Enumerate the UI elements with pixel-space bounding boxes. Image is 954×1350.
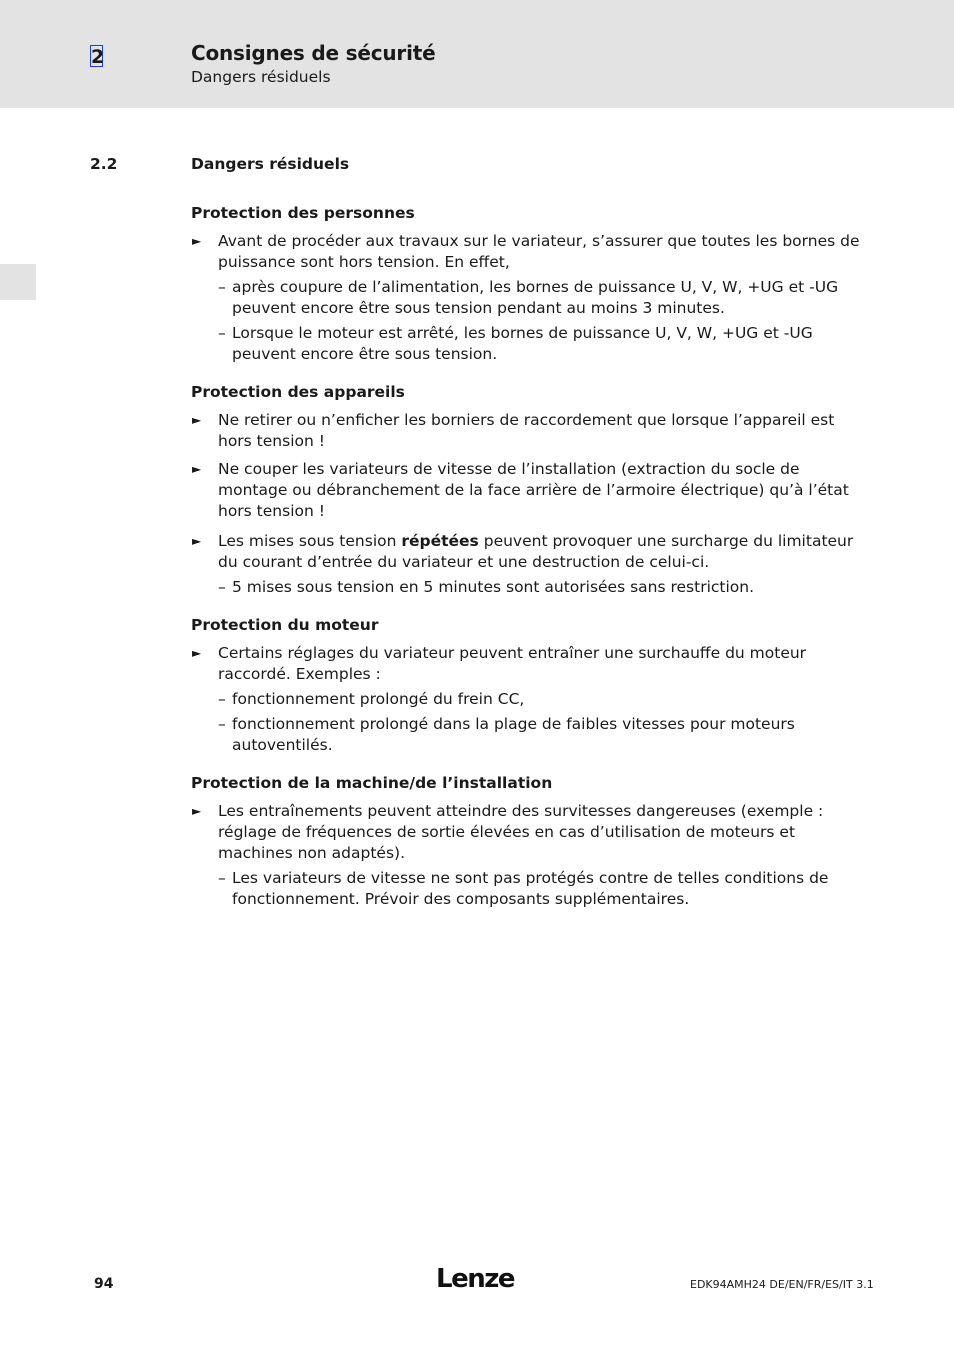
section-title: Dangers résiduels	[191, 155, 350, 173]
bullet-text: Certains réglages du variateur peuvent entraîner une surchauffe du moteur raccordé. Exemples :	[218, 644, 807, 683]
subheading: Protection du moteur	[191, 616, 379, 634]
bullet-arrow-icon: ►	[192, 234, 202, 248]
dash-text: Les variateurs de vitesse ne sont pas protégés contre de telles conditions de fonctionnement. Prévoir des composants supplémentaires.	[232, 869, 829, 908]
lenze-logo: Lenze	[436, 1264, 514, 1294]
bullet-arrow-icon: ►	[192, 462, 202, 476]
subheading: Protection des personnes	[191, 204, 415, 222]
block-protection-personnes	[191, 203, 861, 365]
chapter-title: Consignes de sécurité	[191, 41, 436, 65]
dash-item	[191, 577, 861, 598]
chapter-subtitle: Dangers résiduels	[191, 68, 331, 86]
dash-text: 5 mises sous tension en 5 minutes sont autorisées sans restriction.	[232, 578, 755, 596]
block-protection-appareils	[191, 382, 861, 598]
bullet-item	[191, 643, 861, 685]
bullet-arrow-icon: ►	[192, 413, 202, 427]
dash-item	[191, 277, 861, 319]
page-number: 94	[94, 1276, 114, 1292]
bullet-item	[191, 459, 861, 522]
bullet-arrow-icon: ►	[192, 534, 202, 548]
header-band	[0, 0, 954, 108]
dash-icon: –	[218, 278, 226, 296]
dash-icon: –	[218, 715, 226, 733]
dash-text: fonctionnement prolongé du frein CC,	[232, 690, 525, 708]
dash-item	[191, 868, 861, 910]
bullet-item	[191, 231, 861, 273]
document-reference: EDK94AMH24 DE/EN/FR/ES/IT 3.1	[690, 1278, 874, 1291]
bullet-arrow-icon: ►	[192, 804, 202, 818]
dash-item	[191, 689, 861, 710]
bullet-text-pre: Les mises sous tension	[218, 532, 402, 550]
dash-text: fonctionnement prolongé dans la plage de faibles vitesses pour moteurs autoventilés.	[232, 715, 795, 754]
dash-icon: –	[218, 690, 226, 708]
bullet-text: Ne couper les variateurs de vitesse de l’installation (extraction du socle de montage ou débranchement de la face arrière de l’armoire électrique) qu’à l’état hors tension !	[218, 460, 849, 520]
bullet-text: Ne retirer ou n’enficher les borniers de raccordement que lorsque l’appareil est hors tension !	[218, 411, 835, 450]
dash-icon: –	[218, 869, 226, 887]
dash-icon: –	[218, 578, 226, 596]
block-protection-moteur	[191, 615, 861, 756]
dash-item	[191, 323, 861, 365]
side-tab-marker	[0, 264, 36, 300]
bullet-text-post: peuvent provoquer une surcharge du limitateur du courant d’entrée du variateur et une destruction de celui-ci.	[218, 532, 854, 571]
dash-item	[191, 714, 861, 756]
bullet-item	[191, 531, 861, 573]
bullet-text: Avant de procéder aux travaux sur le variateur, s’assurer que toutes les bornes de puissance sont hors tension. En effet,	[218, 232, 860, 271]
block-protection-machine	[191, 773, 861, 910]
chapter-number-link[interactable]: 2	[91, 46, 105, 68]
bullet-item	[191, 801, 861, 864]
main-content	[191, 203, 861, 927]
subheading: Protection des appareils	[191, 383, 405, 401]
subheading: Protection de la machine/de l’installation	[191, 774, 553, 792]
bullet-item	[191, 410, 861, 452]
dash-text: Lorsque le moteur est arrêté, les bornes de puissance U, V, W, +UG et -UG peuvent encore être sous tension.	[232, 324, 813, 363]
dash-icon: –	[218, 324, 226, 342]
bullet-arrow-icon: ►	[192, 646, 202, 660]
dash-text: après coupure de l’alimentation, les bornes de puissance U, V, W, +UG et -UG peuvent encore être sous tension pendant au moins 3 minutes.	[232, 278, 839, 317]
bullet-text: Les entraînements peuvent atteindre des survitesses dangereuses (exemple : réglage de fréquences de sortie élevées en cas d’utilisation de moteurs et machines non adaptés).	[218, 802, 824, 862]
section-number: 2.2	[90, 155, 118, 173]
bullet-text-bold: répétées	[401, 532, 479, 550]
